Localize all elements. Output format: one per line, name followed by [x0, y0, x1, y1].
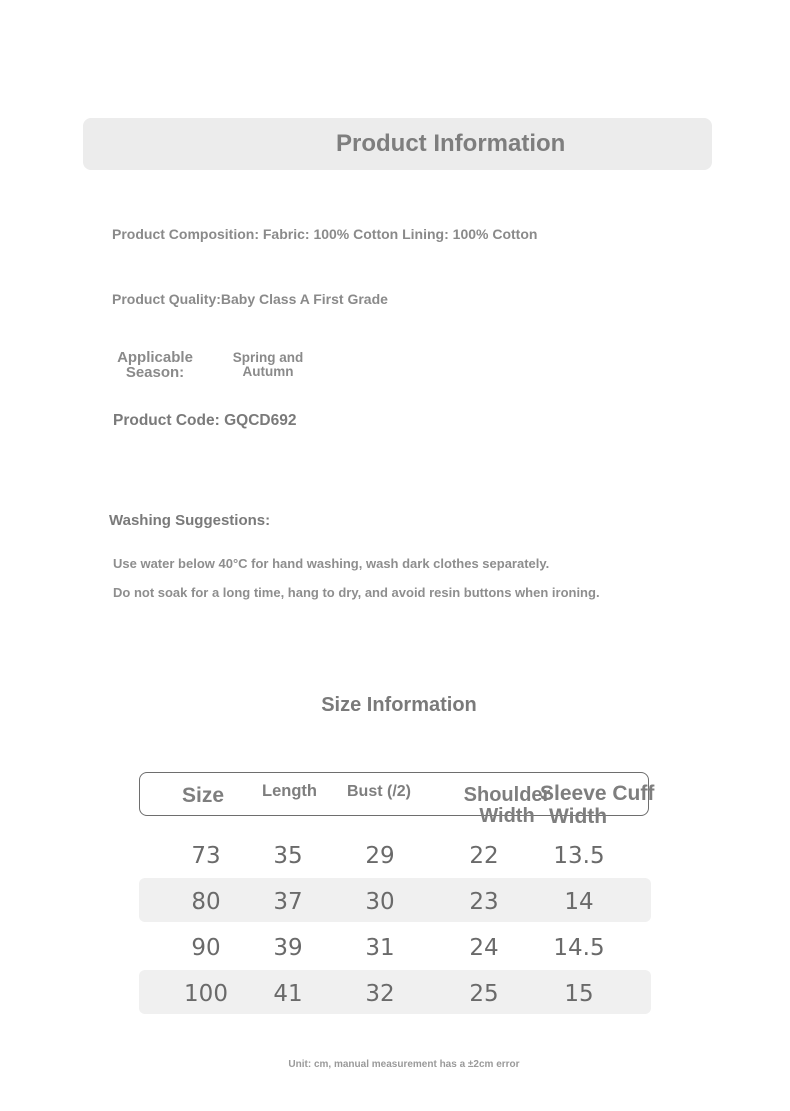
- washing-line-2: Do not soak for a long time, hang to dry, and avoid resin buttons when ironing.: [113, 585, 600, 600]
- cell-length: 39: [273, 935, 303, 961]
- washing-title: Washing Suggestions:: [109, 512, 271, 529]
- header-sleeve-cuff-width: [540, 782, 684, 828]
- cell-size: 80: [191, 889, 221, 915]
- product-composition: Product Composition: Fabric: 100% Cotton Lining: 100% Cotton: [112, 226, 538, 242]
- header-shoulder-line2: Width: [479, 805, 535, 827]
- season-label: [109, 350, 201, 380]
- cell-shoulder: 22: [469, 843, 499, 869]
- season-value: [226, 351, 310, 379]
- cell-bust: 30: [365, 889, 395, 915]
- product-quality: Product Quality:Baby Class A First Grade: [112, 291, 388, 307]
- header-size: Size: [182, 784, 225, 807]
- season-value-line1: Spring and: [232, 350, 304, 365]
- header-length: Length: [262, 782, 317, 800]
- header-sleeve-line1: Sleeve Cuff: [540, 782, 655, 805]
- cell-sleeve: 14: [564, 889, 594, 915]
- cell-bust: 31: [365, 935, 395, 961]
- header-shoulder-line1: Shoulder: [463, 784, 551, 806]
- header-sleeve-line2: Width: [549, 805, 608, 828]
- measurement-footnote: Unit: cm, manual measurement has a ±2cm error: [288, 1059, 520, 1070]
- page-title: Product Information: [336, 130, 566, 157]
- washing-line-1: Use water below 40°C for hand washing, wash dark clothes separately.: [113, 556, 550, 571]
- season-label-line2: Season:: [125, 364, 185, 381]
- cell-size: 73: [191, 843, 221, 869]
- cell-sleeve: 13.5: [553, 843, 605, 869]
- cell-length: 41: [273, 981, 303, 1007]
- cell-shoulder: 24: [469, 935, 499, 961]
- size-info-title: Size Information: [321, 694, 477, 716]
- header-bust: Bust (/2): [347, 783, 411, 800]
- cell-sleeve: 15: [564, 981, 594, 1007]
- cell-length: 35: [273, 843, 303, 869]
- cell-shoulder: 25: [469, 981, 499, 1007]
- cell-length: 37: [273, 889, 303, 915]
- season-label-line1: Applicable: [117, 349, 193, 366]
- cell-shoulder: 23: [469, 889, 499, 915]
- cell-sleeve: 14.5: [553, 935, 605, 961]
- product-code: Product Code: GQCD692: [113, 412, 297, 429]
- cell-size: 90: [191, 935, 221, 961]
- cell-size: 100: [184, 981, 228, 1007]
- season-value-line2: Autumn: [242, 364, 294, 379]
- cell-bust: 29: [365, 843, 395, 869]
- cell-bust: 32: [365, 981, 395, 1007]
